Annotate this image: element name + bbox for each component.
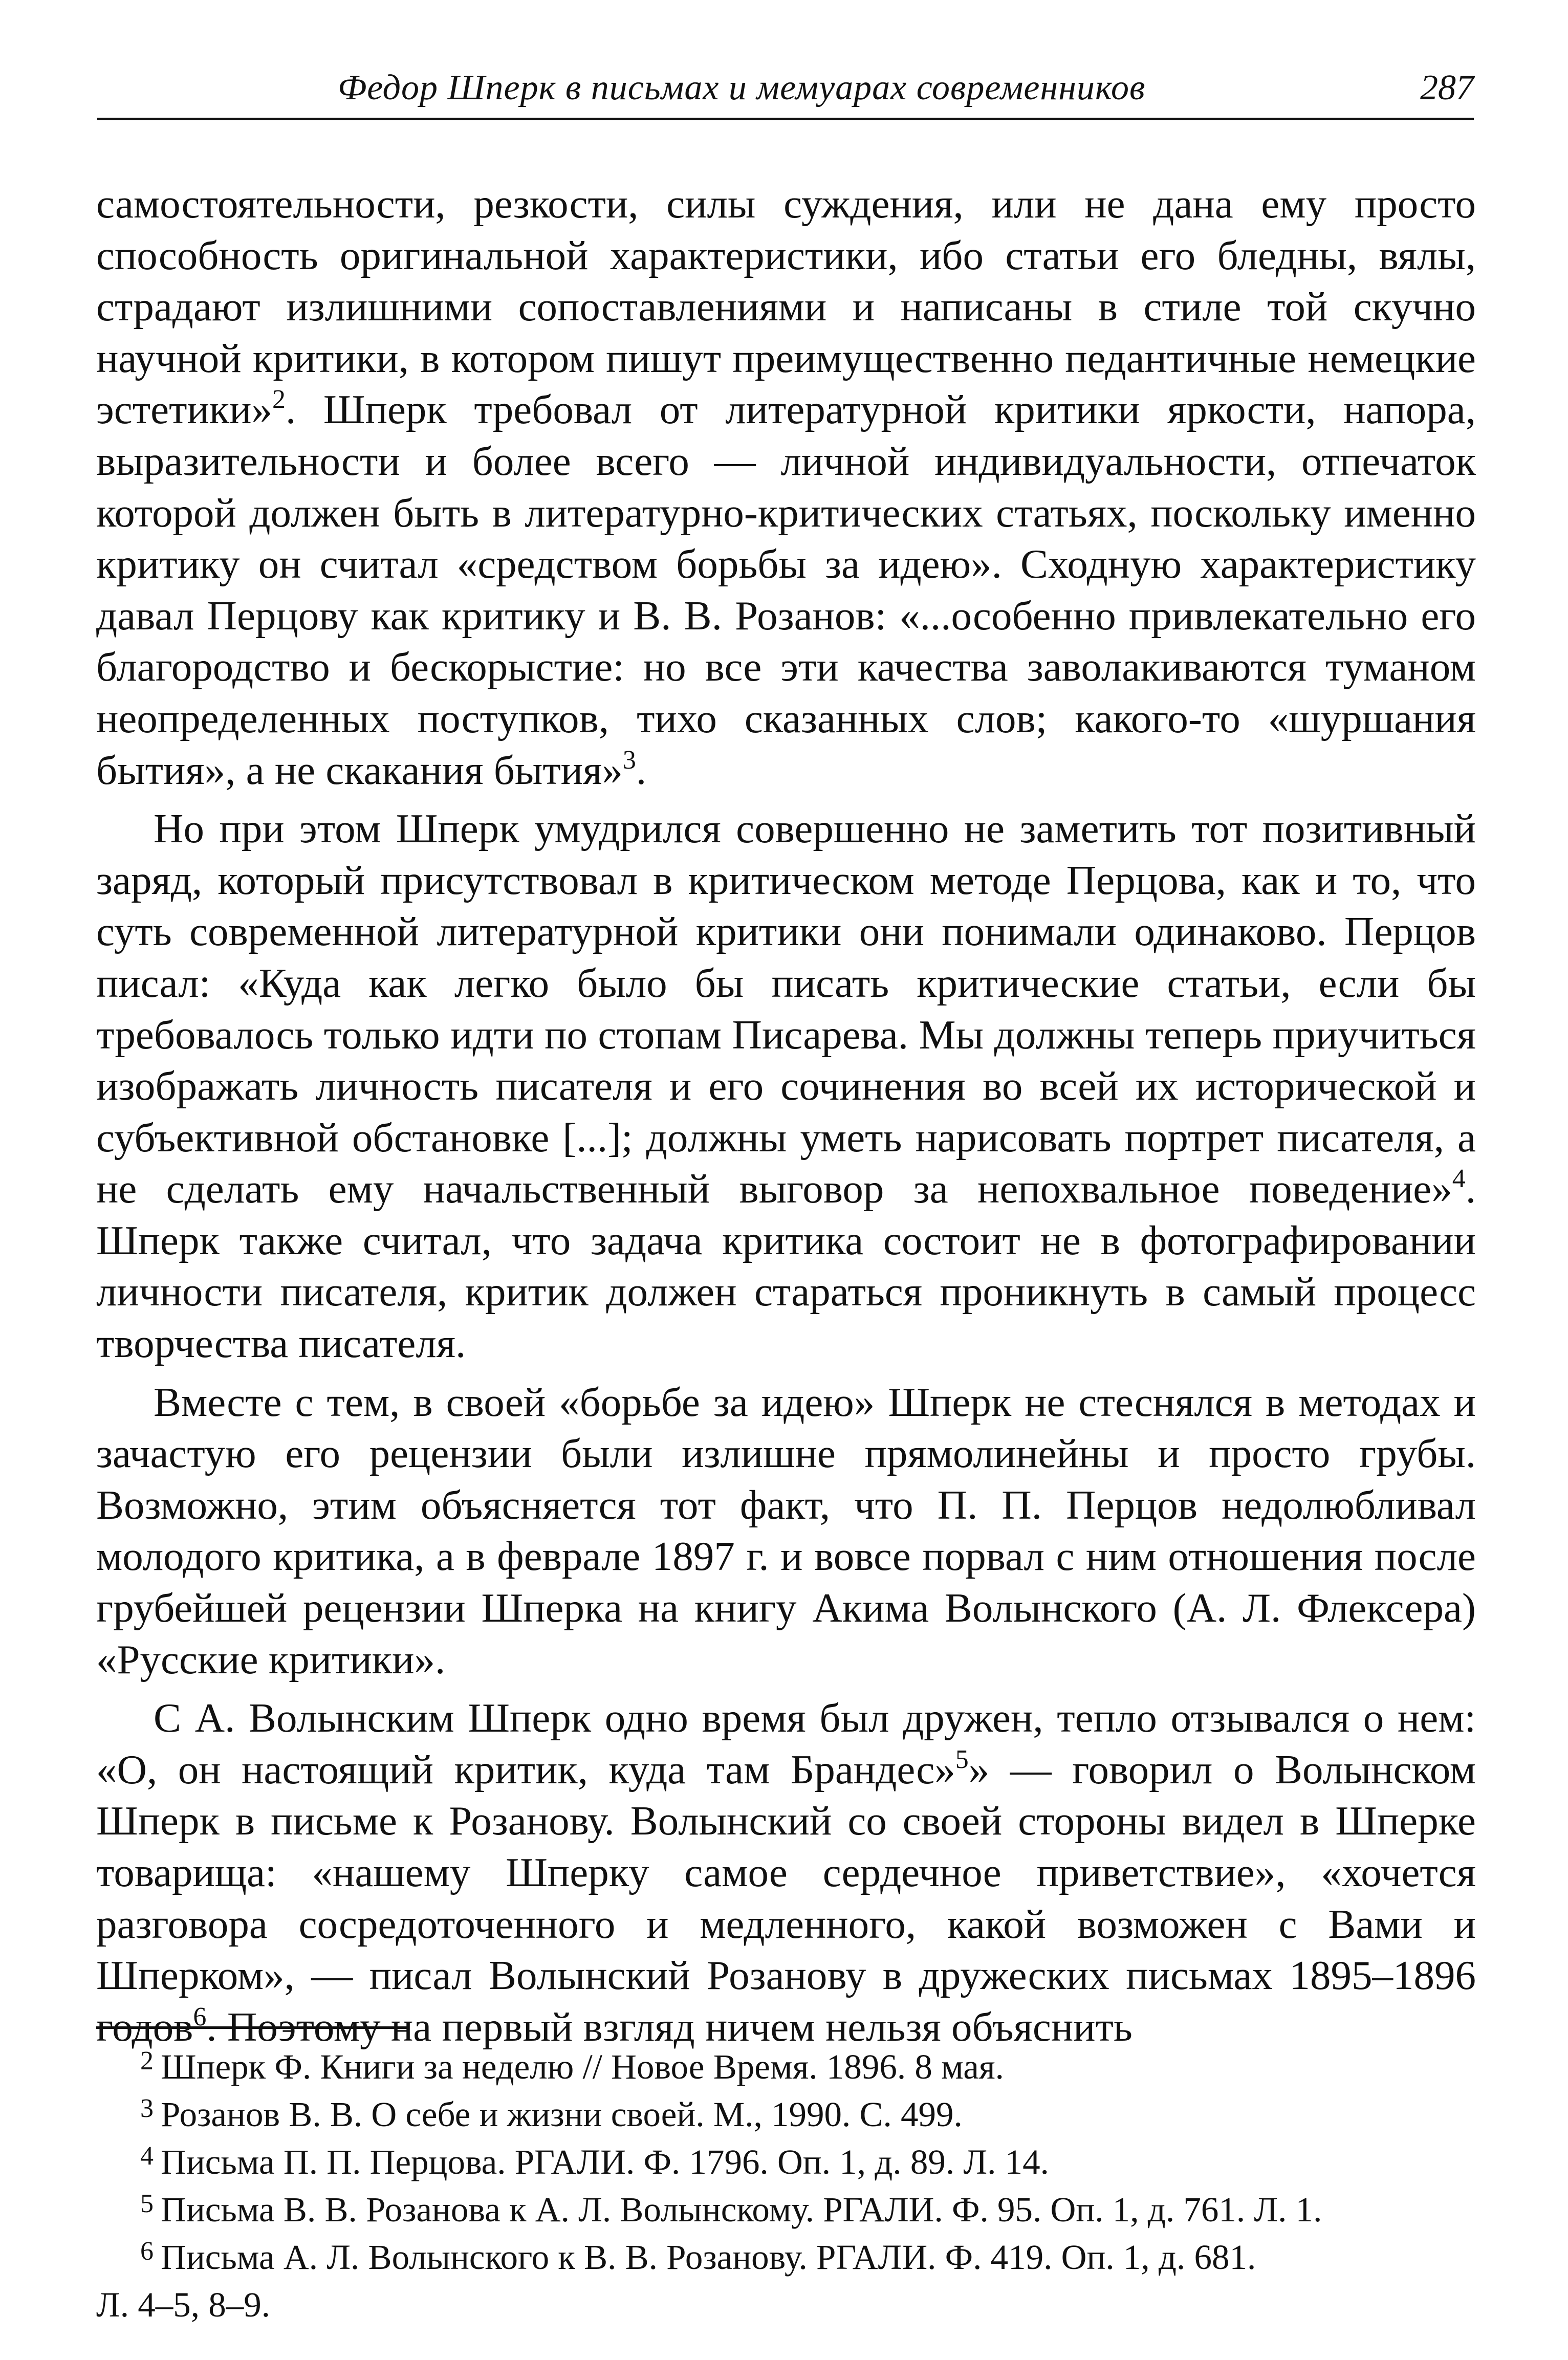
footnote xyxy=(96,2045,1476,2092)
main-text xyxy=(96,178,1476,2052)
footnote-ref: 5 xyxy=(955,1744,969,1774)
footnote-text: Письма В. В. Розанова к А. Л. Волынскому. РГАЛИ. Ф. 95. Оп. 1, д. 761. Л. 1. xyxy=(161,2190,1322,2229)
footnote-text: Письма П. П. Перцова. РГАЛИ. Ф. 1796. Оп. 1, д. 89. Л. 14. xyxy=(161,2143,1049,2181)
footnote-ref: 3 xyxy=(622,745,636,775)
paragraph: С А. Волынским Шперк одно время был дружен, тепло отзывался о нем: «О, он настоящий критик, куда там Брандес»$^5$» — говорил о Волынском Шперк в письме к Розанову. Волынский со своей стороны видел в Шперке товарища: «нашему Шперку самое сердечное приветствие», «хочется разговора сосредоточенного и медленного, какой возможен с Вами и Шперком», — писал Волынский Розанову в дружеских письмах 1895–1896 годов$^6$. Поэтому на первый взгляд ничем нельзя объяснить xyxy=(96,1695,1476,2050)
footnote-text: Письма А. Л. Волынского к В. В. Розанову. РГАЛИ. Ф. 419. Оп. 1, д. 681. xyxy=(161,2238,1256,2277)
footnote-number: 4 xyxy=(140,2142,154,2171)
footnote-ref: 6 xyxy=(193,2002,207,2031)
footnote xyxy=(96,2235,1476,2283)
footnote-continuation: Л. 4–5, 8–9. xyxy=(96,2285,271,2324)
footnote-number: 5 xyxy=(140,2189,154,2218)
footnote xyxy=(96,2140,1476,2188)
footnote-ref: 4 xyxy=(1452,1164,1466,1194)
paragraph: самостоятельности, резкости, силы суждения, или не дана ему просто способность оригинальной характеристики, ибо статьи его бледны, вялы, страдают излишними сопоставлениями и написаны в стиле той скучно научной критики, в котором пишут преимущественно педантичные немецкие эстетики»$^2$. Шперк требовал от литературной критики яркости, напора, выразительности и более всего — личной индивидуальности, отпечаток которой должен быть в литературно-критических статьях, поскольку именно критику он считал «средством борьбы за идею». Сходную характеристику давал Перцову как критику и В. В. Розанов: «...особенно привлекательно его благородство и бескорыстие: но все эти качества заволакиваются туманом неопределенных поступков, тихо сказанных слов; какого-то «шуршания бытия», а не скакания бытия»$^3$. xyxy=(96,181,1476,793)
footnote-text: Розанов В. В. О себе и жизни своей. М., 1990. С. 499. xyxy=(161,2095,963,2134)
paragraph: Вместе с тем, в своей «борьбе за идею» Шперк не стеснялся в методах и зачастую его рецензии были излишне прямолинейны и просто грубы. Возможно, этим объясняется тот факт, что П. П. Перцов недолюбливал молодого критика, а в феврале 1897 г. и вовсе порвал с ним отношения после грубейшей рецензии Шперка на книгу Акима Волынского (А. Л. Флексера) «Русские критики». xyxy=(96,1379,1476,1682)
footnote-number: 2 xyxy=(140,2046,154,2075)
footnote xyxy=(96,2188,1476,2235)
page-number: 287 xyxy=(1420,68,1474,107)
footnote-number: 6 xyxy=(140,2237,154,2266)
page-header xyxy=(97,61,1474,120)
footnote-text: Шперк Ф. Книги за неделю // Новое Время. 1896. 8 мая. xyxy=(161,2047,1004,2086)
running-title: Федор Шперк в письмах и мемуарах современников xyxy=(338,68,1146,107)
footnotes xyxy=(96,2045,1476,2327)
footnote-number: 3 xyxy=(140,2094,154,2123)
paragraph: Но при этом Шперк умудрился совершенно не заметить тот позитивный заряд, который присутствовал в критическом методе Перцова, как и то, что суть современной литературной критики они понимали одинаково. Перцов писал: «Куда как легко было бы писать критические статьи, если бы требовалось только идти по стопам Писарева. Мы должны теперь приучиться изображать личность писателя и его сочинения во всей их исторической и субъективной обстановке [...]; должны уметь нарисовать портрет писателя, а не сделать ему начальственный выговор за непохвальное поведение»$^4$. Шперк также считал, что задача критика состоит не в фотографировании личности писателя, критик должен стараться проникнуть в самый процесс творчества писателя. xyxy=(96,805,1476,1367)
footnote-divider xyxy=(96,2026,408,2029)
footnote xyxy=(96,2092,1476,2140)
footnote-ref: 2 xyxy=(272,385,286,414)
